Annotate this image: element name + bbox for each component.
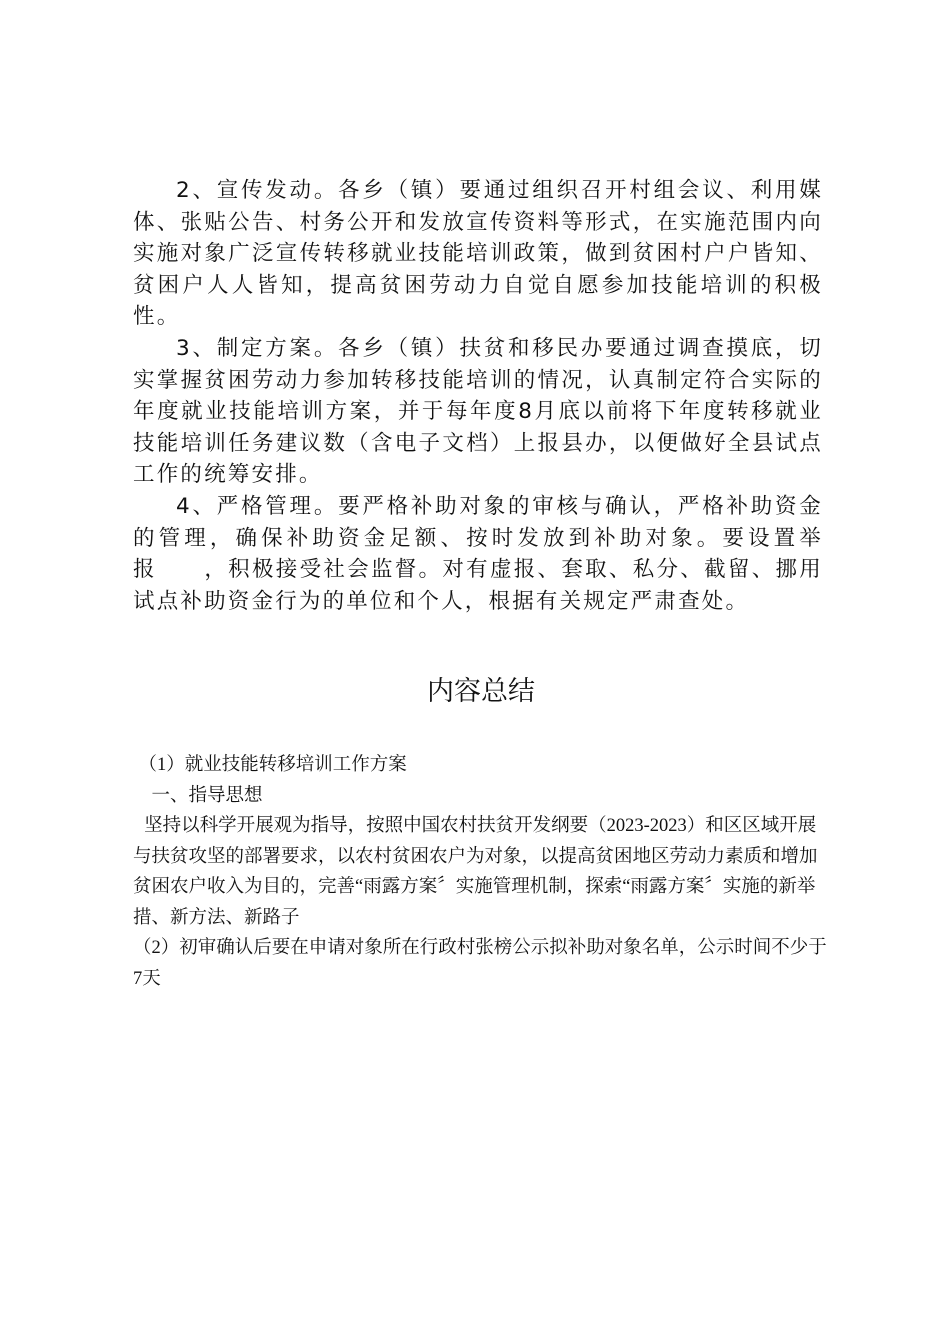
- paragraph-management: 4、严格管理。要严格补助对象的审核与确认，严格补助资金的管理，确保补助资金足额、按时发放到补助对象。要设置举报 ，积极接受社会监督。对有虚报、套取、私分、截留、挪用试点补助资金行为的单位和个人，根据有关规定严肃查处。: [133, 493, 823, 614]
- summary-title: 内容总结: [427, 676, 535, 706]
- summary-heading: 一、指导思想: [151, 785, 263, 806]
- body-text: [133, 175, 823, 617]
- summary-item-1: （1）就业技能转移培训工作方案: [138, 755, 407, 775]
- paragraph-publicity: 2、宣传发动。各乡（镇）要通过组织召开村组会议、利用媒体、张贴公告、村务公开和发放宣传资料等形式，在实施范围内向实施对象广泛宣传转移就业技能培训政策，做到贫困村户户皆知、贫困户人人皆知，提高贫困劳动力自觉自愿参加技能培训的积极性。: [133, 178, 823, 330]
- paragraph-plan: 3、制定方案。各乡（镇）扶贫和移民办要通过调查摸底，切实掌握贫困劳动力参加转移技能培训的情况，认真制定符合实际的年度就业技能培训方案，并于每年度8月底以前将下年度转移就业技能培训任务建议数（含电子文档）上报县办，以便做好全县试点工作的统筹安排。: [133, 335, 823, 488]
- summary-section: [133, 750, 833, 994]
- summary-paragraph: 坚持以科学开展观为指导，按照中国农村扶贫开发纲要（2023-2023）和区区域开展与扶贫攻坚的部署要求，以农村贫困农户为对象，以提高贫困地区劳动力素质和增加贫困农户收入为目的，完善“雨露方案〞实施管理机制，探索“雨露方案〞实施的新举措、新方法、新路子: [133, 816, 818, 928]
- summary-item-2: （2）初审确认后要在申请对象所在行政村张榜公示拟补助对象名单，公示时间不少于7天: [133, 938, 827, 989]
